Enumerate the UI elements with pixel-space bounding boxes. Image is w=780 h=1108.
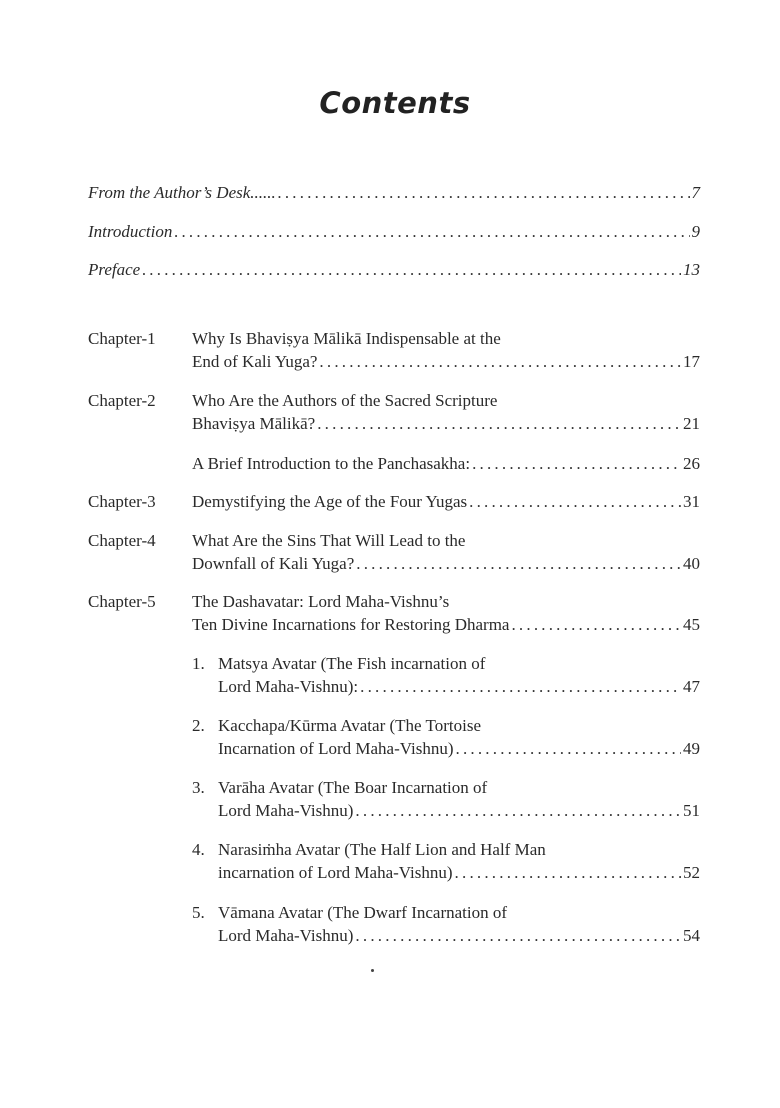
toc-entry-preface[interactable] [88, 258, 700, 281]
item-number: 2. [192, 716, 205, 735]
entry-title: Preface [88, 260, 141, 279]
toc-entry-avatar-3[interactable] [88, 776, 700, 822]
entry-title: Demystifying the Age of the Four Yugas [192, 492, 468, 511]
entry-title-line1: Kacchapa/Kūrma Avatar (The Tortoise [218, 716, 481, 735]
entry-title: From the Author’s Desk...... [88, 183, 276, 202]
dot-leader [472, 452, 681, 475]
chapter-label: Chapter-1 [88, 329, 156, 348]
chapter-label: Chapter-5 [88, 592, 156, 611]
entry-title-line2: End of Kali Yuga? [192, 352, 318, 371]
page-number: 9 [691, 222, 700, 241]
page-number: 52 [683, 863, 700, 882]
dot-leader [317, 412, 681, 435]
toc-entry-chapter-2[interactable] [88, 389, 700, 435]
entry-title-line2: incarnation of Lord Maha-Vishnu) [218, 863, 453, 882]
toc-entry-chapter-1[interactable] [88, 327, 700, 373]
page-number: 21 [683, 414, 700, 433]
dot-leader [319, 350, 681, 373]
entry-title-line1: Matsya Avatar (The Fish incarnation of [218, 654, 486, 673]
toc-entry-authors-desk[interactable] [88, 181, 700, 204]
toc-entry-avatar-4[interactable] [88, 838, 700, 884]
toc-entry-avatar-2[interactable] [88, 714, 700, 760]
toc-entry-chapter-4[interactable] [88, 529, 700, 575]
page-number: 26 [683, 454, 700, 473]
entry-title-line2: Incarnation of Lord Maha-Vishnu) [218, 739, 454, 758]
dot-leader [142, 258, 681, 281]
item-number: 4. [192, 840, 205, 859]
toc-entry-panchasakha[interactable] [88, 452, 700, 475]
dot-leader [278, 181, 690, 204]
entry-title-line2: Lord Maha-Vishnu) [218, 801, 354, 820]
entry-title-line2: Bhaviṣya Mālikā? [192, 414, 316, 433]
entry-title-line1: Who Are the Authors of the Sacred Scripture [192, 391, 498, 410]
chapter-label: Chapter-3 [88, 492, 156, 511]
page-number: 40 [683, 554, 700, 573]
item-number: 1. [192, 654, 205, 673]
entry-title-line2: Downfall of Kali Yuga? [192, 554, 355, 573]
entry-title-line2: Lord Maha-Vishnu): [218, 677, 359, 696]
entry-title-line1: The Dashavatar: Lord Maha-Vishnu’s [192, 592, 450, 611]
page-number: 51 [683, 801, 700, 820]
toc-entry-avatar-5[interactable] [88, 901, 700, 947]
page-number: 31 [683, 492, 700, 511]
item-number: 5. [192, 903, 205, 922]
entry-title-line1: Vāmana Avatar (The Dwarf Incarnation of [218, 903, 508, 922]
entry-title-line1: Varāha Avatar (The Boar Incarnation of [218, 778, 488, 797]
page-number: 45 [683, 615, 700, 634]
dot-leader [469, 490, 681, 513]
dot-leader [456, 737, 682, 760]
dot-leader [355, 924, 681, 947]
toc-entry-chapter-5[interactable] [88, 590, 700, 636]
dot-leader [355, 799, 681, 822]
toc-entry-avatar-1[interactable] [88, 652, 700, 698]
page-title: Contents [319, 86, 471, 120]
dot-leader [360, 675, 681, 698]
page-number: 54 [683, 926, 700, 945]
dot-leader [356, 552, 681, 575]
page-number: 47 [683, 677, 700, 696]
toc-entry-chapter-3[interactable] [88, 490, 700, 513]
page-number: 17 [683, 352, 700, 371]
entry-title-line1: Narasiṁha Avatar (The Half Lion and Half Man [218, 840, 546, 859]
dot-leader [174, 220, 689, 243]
entry-title-line1: What Are the Sins That Will Lead to the [192, 531, 466, 550]
chapter-label: Chapter-4 [88, 531, 156, 550]
entry-title: A Brief Introduction to the Panchasakha: [192, 454, 471, 473]
stray-dot-mark [371, 969, 374, 972]
dot-leader [455, 861, 681, 884]
page-number: 49 [683, 739, 700, 758]
toc-entry-introduction[interactable] [88, 220, 700, 243]
chapter-label: Chapter-2 [88, 391, 156, 410]
entry-title: Introduction [88, 222, 173, 241]
entry-title-line1: Why Is Bhaviṣya Mālikā Indispensable at the [192, 329, 501, 348]
item-number: 3. [192, 778, 205, 797]
page-number: 13 [683, 260, 700, 279]
dot-leader [511, 613, 681, 636]
page-number: 7 [691, 183, 700, 202]
entry-title-line2: Ten Divine Incarnations for Restoring Dharma [192, 615, 510, 634]
entry-title-line2: Lord Maha-Vishnu) [218, 926, 354, 945]
